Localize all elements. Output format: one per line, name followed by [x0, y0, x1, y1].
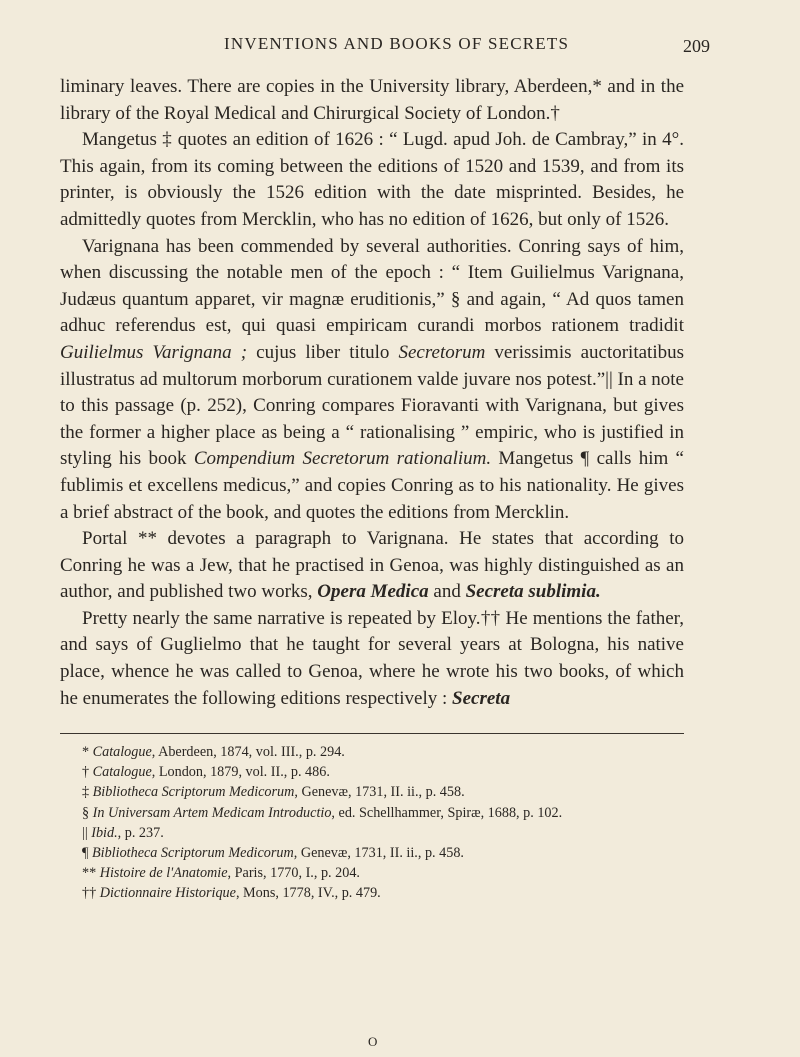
footnote: [60, 843, 684, 863]
footnote-rule: [60, 733, 684, 734]
footnote-text: , Mons, 1778, IV., p. 479.: [235, 885, 381, 902]
footnote-mark: †: [82, 764, 93, 781]
italic-secreta: Secreta: [452, 687, 511, 709]
footnote: [60, 803, 684, 823]
paragraph-4-text-b: and: [428, 581, 466, 603]
footnote-title: Catalogue: [92, 764, 152, 781]
footnote-mark: **: [82, 865, 100, 882]
footnote-mark: ||: [82, 824, 92, 841]
main-text: [60, 74, 684, 712]
footnote-title: Bibliotheca Scriptorum Medicorum: [91, 845, 294, 862]
footnote-mark: *: [82, 744, 93, 760]
footnote: [60, 823, 684, 843]
footnote: [60, 863, 684, 883]
paragraph-3-text-b: cujus liber titulo: [247, 341, 399, 363]
footnote: [60, 762, 684, 782]
footnote-title: In Universam Artem Medicam Introductio: [92, 804, 332, 821]
paragraph-2-text: Mangetus ‡ quotes an edition of 1626 : “ Lugd. apud Joh. de Cambray,” in 4°. This again, from its coming between the editions of 1520 and 1539, and from its printer, is obviously the 1526 edition with the date misprinted. Besides, he admittedly quotes from Mercklin, who has no edition of 1626, but only of 1526.: [60, 129, 684, 230]
paragraph-3-text-d: Mangetus ¶ calls him “ fublimis et excellens medicus,” and copies Conring as to his nationality. He gives a brief abstract of the book, and quotes the editions from Mercklin.: [60, 448, 684, 523]
italic-opera-medica: Opera Medica: [317, 581, 429, 603]
italic-name-varignana: Guilielmus Varignana ;: [60, 341, 248, 363]
paragraph-5: [60, 606, 684, 712]
paragraph-4-text-a: Portal ** devotes a paragraph to Varignana. He states that according to Conring he was a Jew, that he practised in Genoa, was highly distinguished as an author, and published two works,: [60, 528, 684, 603]
footnote-text: , Paris, 1770, I., p. 204.: [227, 865, 360, 882]
footnote-title: Dictionnaire Historique: [99, 885, 236, 902]
paragraph-1: [60, 74, 684, 127]
footnote-mark: §: [82, 804, 93, 821]
footnote: [60, 782, 684, 802]
footnote-text: , London, 1879, vol. II., p. 486.: [151, 764, 330, 781]
signature-mark: O: [368, 1034, 378, 1049]
paragraph-4: [60, 526, 684, 606]
footnote: [60, 742, 684, 762]
footnote-text: , p. 237.: [117, 824, 164, 841]
paragraph-2: [60, 127, 684, 233]
footnote-mark: ¶: [82, 845, 92, 862]
running-title: INVENTIONS AND BOOKS OF SECRETS: [224, 34, 570, 53]
italic-secretorum: Secretorum: [398, 341, 486, 363]
footnote-title: Ibid.: [91, 824, 118, 841]
footnote-title: Bibliotheca Scriptorum Medicorum: [92, 784, 295, 801]
paragraph-1-text: liminary leaves. There are copies in the University library, Aberdeen,* and in the library of the Royal Medical and Chirurgical Society of London.†: [60, 76, 684, 124]
footnote-text: , ed. Schellhammer, Spiræ, 1688, p. 102.: [331, 804, 563, 821]
page-number: 209: [683, 36, 710, 56]
italic-secreta-sublimia: Secreta sublimia.: [465, 581, 601, 603]
footnote-mark: ††: [82, 885, 100, 902]
footnote-title: Catalogue: [92, 744, 152, 760]
footnotes: [60, 742, 684, 904]
footnote: [60, 883, 684, 903]
paragraph-3-text-a: Varignana has been commended by several authorities. Conring says of him, when discussing the notable men of the epoch : “ Item Guilielmus Varignana, Judæus quantum apparet, vir magnæ eruditionis,” § and again, “ Ad quos tamen adhuc referendus est, qui quasi empiricam curandi morbos rationem tradidit: [60, 235, 684, 337]
footnote-text: , Genevæ, 1731, II. ii., p. 458.: [293, 845, 464, 862]
footnote-text: , Genevæ, 1731, II. ii., p. 458.: [294, 784, 465, 801]
footnote-title: Histoire de l'Anatomie: [99, 865, 228, 882]
footnote-text: , Aberdeen, 1874, vol. III., p. 294.: [151, 744, 345, 760]
paragraph-3-text-c: verissimis auctoritatibus illustratus ad multorum morborum curationem valde juvare nos potest.”|| In a note to this passage (p. 252), Conring compares Fioravanti with Varignana, but gives the former a higher place as being a “ rationalising ” empiric, who is justified in styling his book: [60, 341, 684, 470]
footnote-mark: ‡: [82, 784, 93, 801]
paragraph-5-text-a: Pretty nearly the same narrative is repeated by Eloy.†† He mentions the father, and says of Guglielmo that he taught for several years at Bologna, his native place, whence he was called to Genoa, where he wrote his two books, of which he enumerates the following editions respectively :: [60, 607, 684, 709]
italic-book-title-compendium: Compendium Secretorum rationalium.: [193, 448, 492, 470]
paragraph-3: [60, 234, 684, 527]
